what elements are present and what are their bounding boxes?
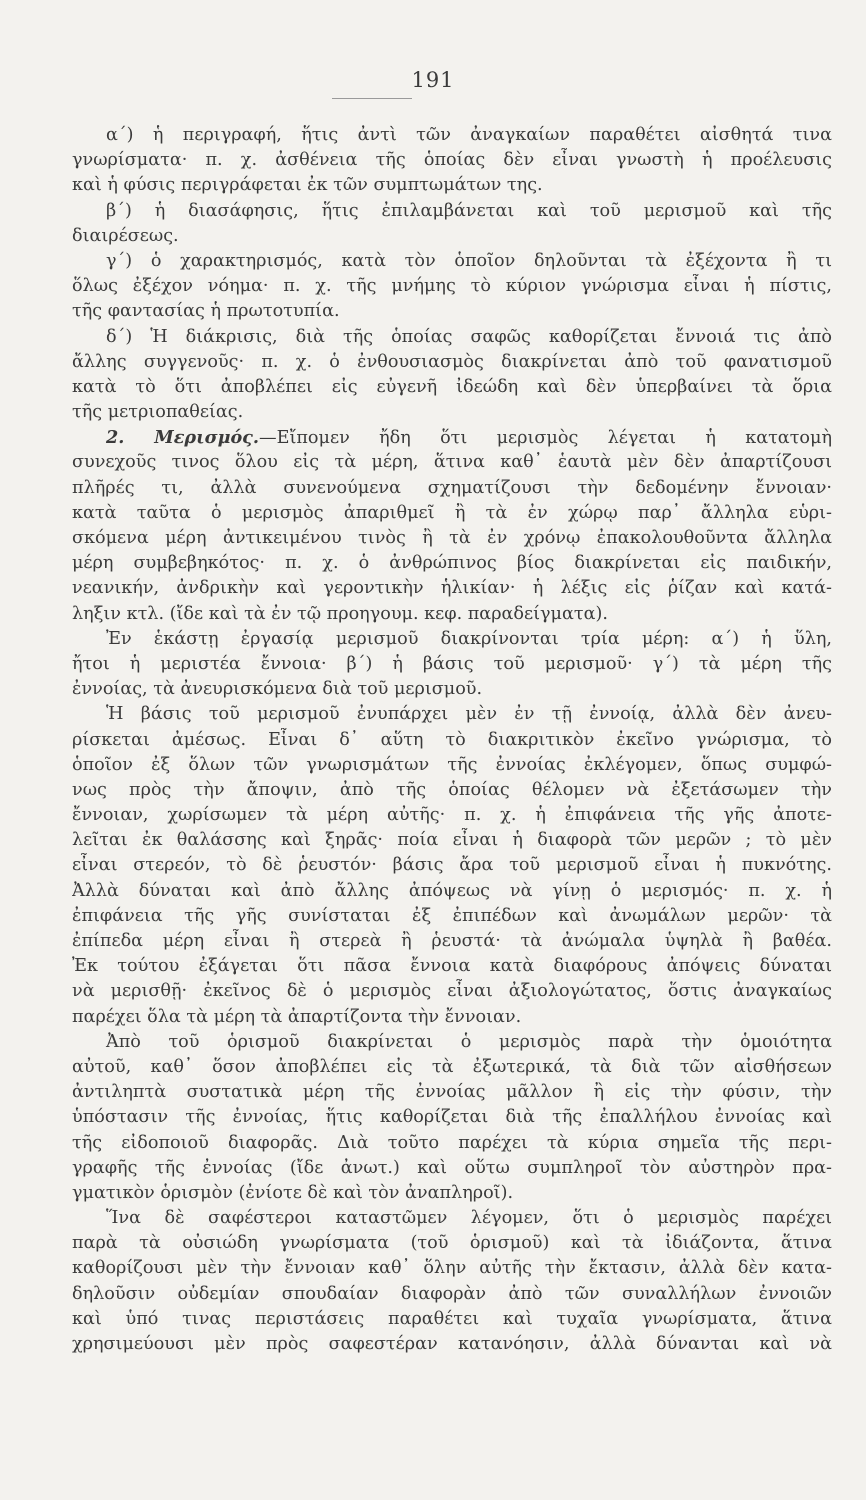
section-heading: 2. Μερισμός. [106, 427, 260, 449]
text-line: κατὰ ταῦτα ὁ μερισμὸς ἀπαριθμεῖ ἢ τὰ ἐν χώρῳ παρ᾽ ἄλληλα εὑρι- [72, 502, 832, 523]
text-line: τῆς εἰδοποιοῦ διαφορᾶς. Διὰ τοῦτο παρέχει τὰ κύρια σημεῖα τῆς περι- [72, 1132, 832, 1153]
body-text [72, 123, 832, 1357]
text-line: ἐννοίας, τὰ ἀνευρισκόμενα διὰ τοῦ μερισμοῦ. [72, 679, 483, 700]
text-line: κατὰ τὸ ὅτι ἀποβλέπει εἰς εὐγενῆ ἰδεώδη καὶ δὲν ὑπερβαίνει τὰ ὅρια [72, 376, 832, 397]
text-line: νὰ μερισθῇ· ἐκεῖνος δὲ ὁ μερισμὸς εἶναι ἀξιολογώτατος, ὅστις ἀναγκαίως [72, 981, 832, 1002]
section-heading-rest: —Εἴπομεν ἤδη ὅτι μερισμὸς λέγεται ἡ κατατομὴ [259, 428, 832, 449]
text-line: ἀντιληπτὰ συστατικὰ μέρη τῆς ἐννοίας μᾶλλον ἢ εἰς τὴν φύσιν, τὴν [72, 1082, 832, 1103]
text-line: τῆς φαντασίας ἡ πρωτοτυπία. [72, 301, 340, 322]
text-line: ἐπίπεδα μέρη εἶναι ἢ στερεὰ ἢ ῥευστά· τὰ ἀνώμαλα ὑψηλὰ ἢ βαθέα. [72, 931, 832, 951]
text-line: ἤτοι ἡ μεριστέα ἔννοια· β΄) ἡ βάσις τοῦ μερισμοῦ· γ΄) τὰ μέρη τῆς [72, 653, 832, 674]
text-line: παρέχει ὅλα τὰ μέρη τὰ ἀπαρτίζοντα τὴν ἔννοιαν. [72, 1006, 522, 1027]
text-line: μέρη συμβεβηκότος· π. χ. ὁ ἀνθρώπινος βίος διακρίνεται εἰς παιδικήν, [72, 553, 832, 574]
text-line: τῆς μετριοπαθείας. [72, 402, 244, 423]
text-line: γ΄) ὁ χαρακτηρισμός, κατὰ τὸν ὁποῖον δηλοῦνται τὰ ἐξέχοντα ἢ τι [106, 250, 832, 271]
text-line: ἔννοιαν, χωρίσωμεν τὰ μέρη αὐτῆς· π. χ. ἡ ἐπιφάνεια τῆς γῆς ἀποτε- [72, 805, 832, 826]
page-number: 191 [411, 68, 455, 92]
text-line: αὐτοῦ, καθ᾽ ὅσον ἀποβλέπει εἰς τὰ ἐξωτερικά, τὰ διὰ τῶν αἰσθήσεων [72, 1056, 832, 1077]
text-line: ληξιν κτλ. (ἴδε καὶ τὰ ἐν τῷ προηγουμ. κεφ. παραδείγματα). [72, 603, 608, 624]
text-line: παρὰ τὰ οὐσιώδη γνωρίσματα (τοῦ ὁρισμοῦ) καὶ τὰ ἰδιάζοντα, ἅτινα [72, 1233, 832, 1254]
text-line: εἶναι στερεόν, τὸ δὲ ῥευστόν· βάσις ἄρα τοῦ μερισμοῦ εἶναι ἡ πυκνότης. [72, 855, 832, 876]
text-line: συνεχοῦς τινος ὅλου εἰς τὰ μέρη, ἅτινα καθ᾽ ἑαυτὰ μὲν δὲν ἀπαρτίζουσι [72, 452, 832, 473]
text-line [72, 425, 832, 450]
text-line: ρίσκεται ἀμέσως. Εἶναι δ᾽ αὕτη τὸ διακριτικὸν ἐκεῖνο γνώρισμα, τὸ [72, 729, 832, 750]
text-line: νως πρὸς τὴν ἄποψιν, ἀπὸ τῆς ὁποίας θέλομεν νὰ ἐξετάσωμεν τὴν [72, 779, 832, 800]
text-line: δ΄) Ἡ διάκρισις, διὰ τῆς ὁποίας σαφῶς καθορίζεται ἔννοιά τις ἀπὸ [106, 326, 832, 347]
text-line: καθορίζουσι μὲν τὴν ἔννοιαν καθ᾽ ὅλην αὐτῆς τὴν ἔκτασιν, ἀλλὰ δὲν κατα- [72, 1258, 832, 1279]
text-line: λεῖται ἐκ θαλάσσης καὶ ξηρᾶς· ποία εἶναι ἡ διαφορὰ τῶν μερῶν ; τὸ μὲν [72, 830, 832, 851]
text-line: Ἀπὸ τοῦ ὁρισμοῦ διακρίνεται ὁ μερισμὸς παρὰ τὴν ὁμοιότητα [106, 1031, 832, 1052]
header-rule [332, 98, 412, 99]
text-line: Ἐν ἑκάστῃ ἐργασίᾳ μερισμοῦ διακρίνονται τρία μέρη: α΄) ἡ ὕλη, [106, 628, 832, 649]
text-line: β΄) ἡ διασάφησις, ἥτις ἐπιλαμβάνεται καὶ τοῦ μερισμοῦ καὶ τῆς [106, 200, 832, 221]
text-line: γματικὸν ὁρισμὸν (ἐνίοτε δὲ καὶ τὸν ἀναπληροῖ). [72, 1182, 514, 1203]
text-line: Ἵνα δὲ σαφέστεροι καταστῶμεν λέγομεν, ὅτι ὁ μερισμὸς παρέχει [106, 1208, 832, 1229]
text-line: νεανικήν, ἀνδρικὴν καὶ γεροντικὴν ἡλικίαν· ἡ λέξις εἰς ῥίζαν καὶ κατά- [72, 578, 832, 599]
text-line: δηλοῦσιν οὐδεμίαν σπουδαίαν διαφορὰν ἀπὸ τῶν συναλλήλων ἐννοιῶν [72, 1283, 832, 1304]
text-line: ὅλως ἐξέχον νόημα· π. χ. τῆς μνήμης τὸ κύριον γνώρισμα εἶναι ἡ πίστις, [72, 276, 832, 297]
text-line: Ἐκ τούτου ἐξάγεται ὅτι πᾶσα ἔννοια κατὰ διαφόρους ἀπόψεις δύναται [72, 956, 832, 977]
text-line: γνωρίσματα· π. χ. ἀσθένεια τῆς ὁποίας δὲν εἶναι γνωστὴ ἡ προέλευσις [72, 150, 832, 171]
text-line: γραφῆς τῆς ἐννοίας (ἴδε ἀνωτ.) καὶ οὕτω συμπληροῖ τὸν αὐστηρὸν πρα- [72, 1157, 832, 1178]
text-line: ὑπόστασιν τῆς ἐννοίας, ἥτις καθορίζεται διὰ τῆς ἐπαλλήλου ἐννοίας καὶ [72, 1107, 832, 1128]
text-line: πλῆρές τι, ἀλλὰ συνενούμενα σχηματίζουσι τὴν δεδομένην ἔννοιαν· [72, 477, 832, 498]
text-line: καὶ ἡ φύσις περιγράφεται ἐκ τῶν συμπτωμάτων της. [72, 175, 543, 196]
text-line: ἄλλης συγγενοῦς· π. χ. ὁ ἐνθουσιασμὸς διακρίνεται ἀπὸ τοῦ φανατισμοῦ [72, 351, 832, 372]
text-line: σκόμενα μέρη ἀντικειμένου τινὸς ἢ τὰ ἐν χρόνῳ ἐπακολουθοῦντα ἄλληλα [72, 528, 832, 548]
text-line: χρησιμεύουσι μὲν πρὸς σαφεστέραν κατανόησιν, ἀλλὰ δύνανται καὶ νὰ [72, 1334, 832, 1354]
text-line: διαιρέσεως. [72, 225, 179, 246]
text-line: α΄) ἡ περιγραφή, ἥτις ἀντὶ τῶν ἀναγκαίων παραθέτει αἰσθητά τινα [106, 125, 832, 145]
text-line: ὁποῖον ἐξ ὅλων τῶν γνωρισμάτων τῆς ἐννοίας ἐκλέγομεν, ὅπως συμφώ- [72, 754, 832, 775]
text-line: ἐπιφάνεια τῆς γῆς συνίσταται ἐξ ἐπιπέδων καὶ ἀνωμάλων μερῶν· τὰ [72, 905, 832, 926]
text-line: Ἀλλὰ δύναται καὶ ἀπὸ ἄλλης ἀπόψεως νὰ γίνῃ ὁ μερισμός· π. χ. ἡ [72, 880, 832, 901]
text-line: καὶ ὑπό τινας περιστάσεις παραθέτει καὶ τυχαῖα γνωρίσματα, ἅτινα [72, 1308, 832, 1329]
text-line: Ἡ βάσις τοῦ μερισμοῦ ἐνυπάρχει μὲν ἐν τῇ ἐννοίᾳ, ἀλλὰ δὲν ἀνευ- [106, 704, 832, 725]
